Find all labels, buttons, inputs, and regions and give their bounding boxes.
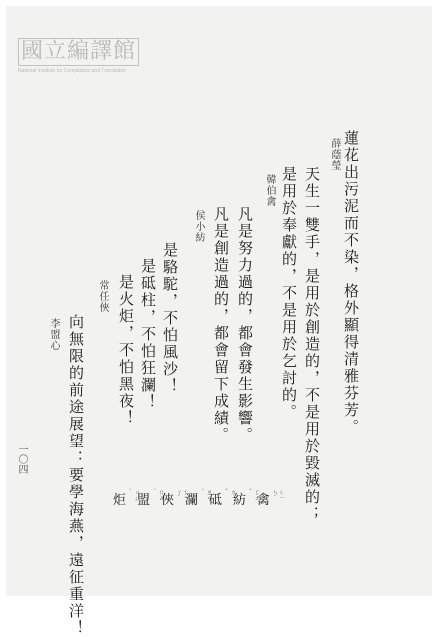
glossary-reading: ㄉㄧˇ [223,489,236,500]
author-name: 薛蔭瑩 [329,138,340,171]
glossary-char: 禽 [257,493,271,508]
poem-line: 天生一雙手，是用於創造的，不是用於毀滅的； [303,166,321,523]
glossary-char: 俠 [161,493,175,508]
poem-line: 蓮花出污泥而不染，格外顯得清雅芬芳。 [342,130,360,436]
glossary-reading: ㄇㄥˊ [151,489,164,501]
page [6,6,432,637]
glossary-char: 盟 [137,493,151,508]
page-number: 一〇四 [16,444,27,474]
poem-line: 向無限的前途展望：要學海燕，遠征重洋！ [67,314,85,637]
glossary-reading: ㄒㄧㄚˊ [175,489,188,502]
glossary-reading: ㄌㄢˊ [199,489,212,501]
glossary-char: 砥 [209,493,223,508]
glossary-char: 紡 [233,493,247,508]
glossary-reading: ㄑㄧㄣˊ [271,489,284,502]
poem-line: 是駱駝，不怕風沙！ [161,242,179,395]
watermark-subtitle: National Institute for Compilation and Translation [18,68,126,74]
glossary-reading: ㄐㄩˋ [127,489,140,501]
author-name: 韓伯禽 [264,174,275,207]
poem-line: 是火炬，不怕黑夜！ [117,274,135,427]
author-name: 常任俠 [97,280,108,313]
poem-line: 是用於奉獻的，不是用於乞討的。 [280,166,298,421]
watermark-title: 國立編譯館 [18,38,139,66]
glossary-char: 瀾 [185,493,199,508]
poem-line: 凡是創造過的，都會留下成績。 [212,206,230,444]
glossary-reading: ㄈㄤˇ [247,489,260,501]
glossary-char: 炬 [113,493,127,508]
poem-line: 凡是努力過的，都會發生影響。 [236,206,254,444]
pronunciation-glossary [113,489,284,508]
poem-line: 是砥柱，不怕狂瀾！ [139,258,157,411]
author-name: 李盟心 [48,318,59,351]
author-name: 侯小紡 [193,210,204,243]
watermark-logo [18,38,178,82]
